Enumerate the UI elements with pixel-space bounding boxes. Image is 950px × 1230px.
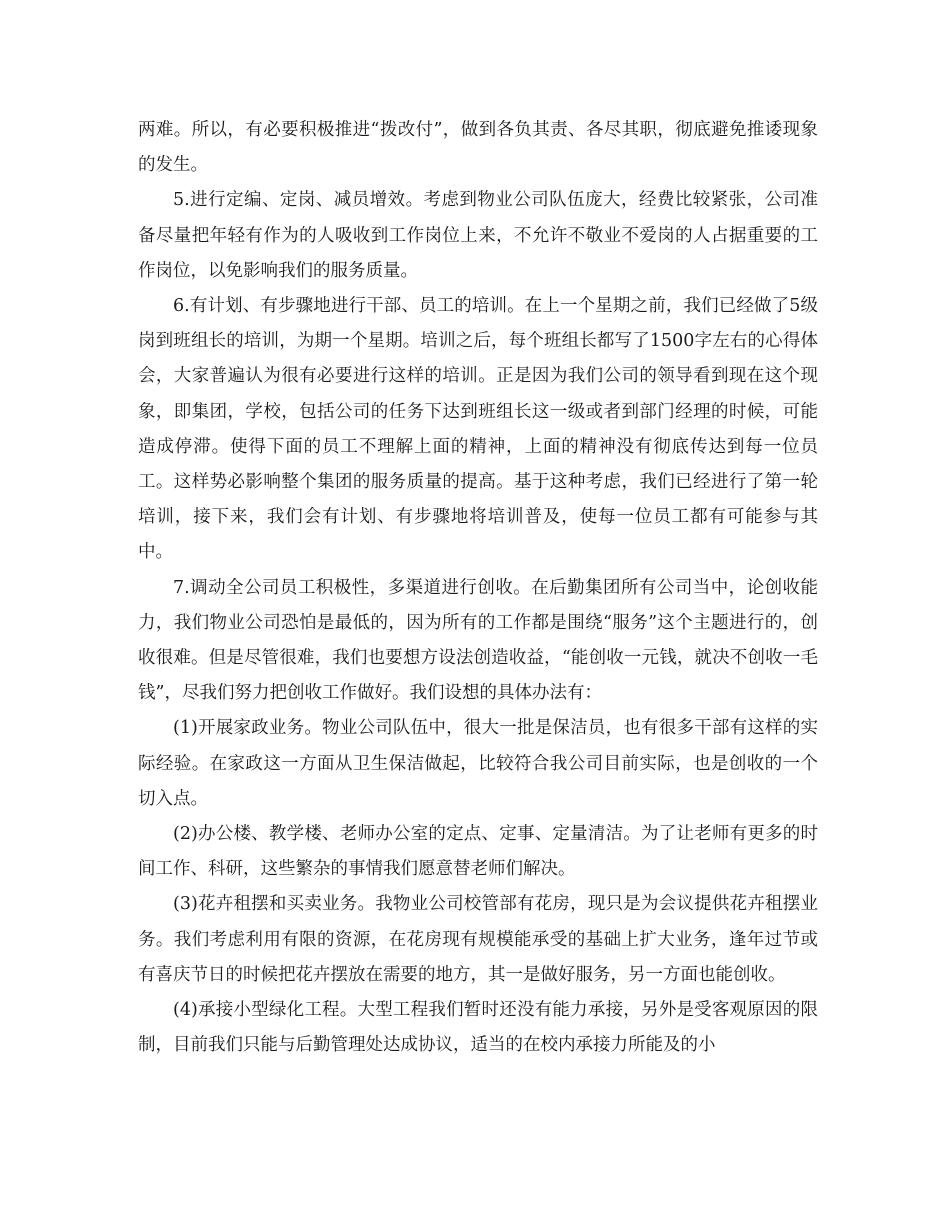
paragraph-item-7: 7.调动全公司员工积极性，多渠道进行创收。在后勤集团所有公司当中，论创收能力，我们物业公司恐怕是最低的，因为所有的工作都是围绕“服务”这个主题进行的，创收很难。但是尽管很难，我们也要想方设法创造收益，“能创收一元钱，就决不创收一毛钱”，尽我们努力把创收工作做好。我们设想的具体办法有： <box>138 577 818 704</box>
document-body <box>138 113 818 1063</box>
paragraph-continuation: 两难。所以，有必要积极推进“拨改付”，做到各负其责、各尽其职，彻底避免推诿现象的发生。 <box>138 120 818 176</box>
paragraph-subitem-2: (2)办公楼、教学楼、老师办公室的定点、定事、定量清洁。为了让老师有更多的时间工作、科研，这些繁杂的事情我们愿意替老师们解决。 <box>138 824 818 880</box>
paragraph-item-6: 6.有计划、有步骤地进行干部、员工的培训。在上一个星期之前，我们已经做了5级岗到班组长的培训，为期一个星期。培训之后，每个班组长都写了1500字左右的心得体会，大家普遍认为很有必要进行这样的培训。正是因为我们公司的领导看到现在这个现象，即集团，学校，包括公司的任务下达到班组长这一级或者到部门经理的时候，可能造成停滞。使得下面的员工不理解上面的精神，上面的精神没有彻底传达到每一位员工。这样势必影响整个集团的服务质量的提高。基于这种考虑，我们已经进行了第一轮培训，接下来，我们会有计划、有步骤地将培训普及，使每一位员工都有可能参与其中。 <box>138 296 818 563</box>
paragraph-subitem-4: (4)承接小型绿化工程。大型工程我们暂时还没有能力承接，另外是受客观原因的限制，目前我们只能与后勤管理处达成协议，适当的在校内承接力所能及的小 <box>138 1000 818 1056</box>
paragraph-item-5: 5.进行定编、定岗、减员增效。考虑到物业公司队伍庞大，经费比较紧张，公司准备尽量把年轻有作为的人吸收到工作岗位上来，不允许不敬业不爱岗的人占据重要的工作岗位，以免影响我们的服务质量。 <box>138 190 818 281</box>
paragraph-subitem-1: (1)开展家政业务。物业公司队伍中，很大一批是保洁员，也有很多干部有这样的实际经验。在家政这一方面从卫生保洁做起，比较符合我公司目前实际，也是创收的一个切入点。 <box>138 718 818 809</box>
paragraph-subitem-3: (3)花卉租摆和买卖业务。我物业公司校管部有花房，现只是为会议提供花卉租摆业务。我们考虑利用有限的资源，在花房现有规模能承受的基础上扩大业务，逢年过节或有喜庆节日的时候把花卉摆放在需要的地方，其一是做好服务，另一方面也能创收。 <box>138 894 818 985</box>
